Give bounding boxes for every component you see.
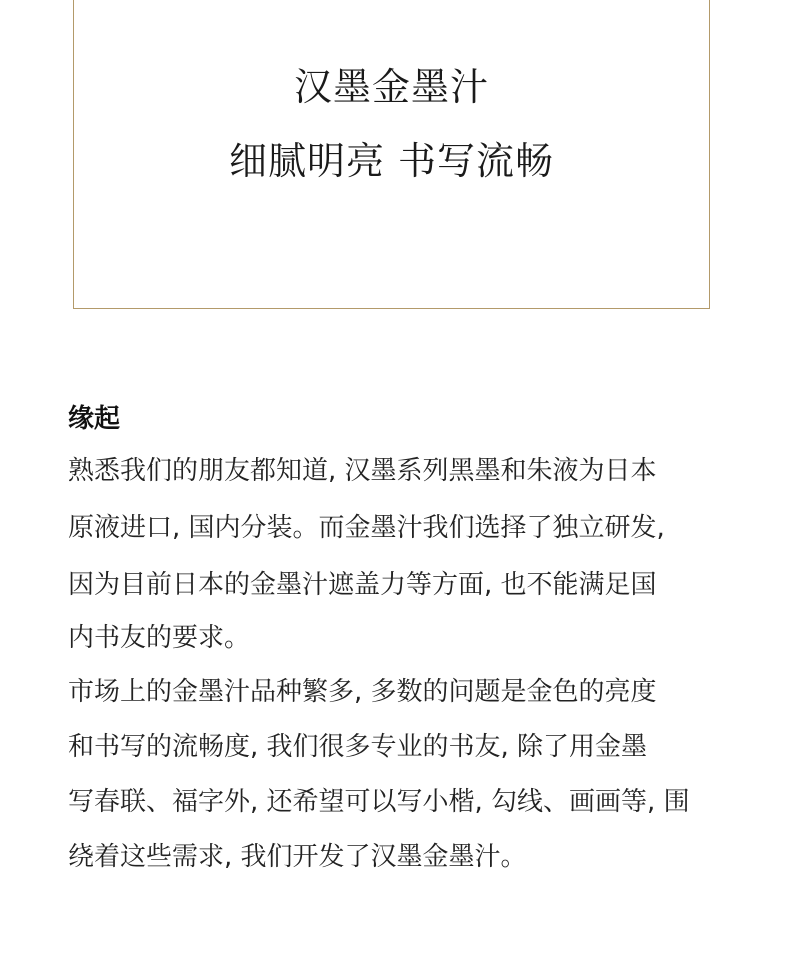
paragraph-line: 熟悉我们的朋友都知道, 汉墨系列黑墨和朱液为日本 — [68, 456, 657, 486]
paragraph-line: 和书写的流畅度, 我们很多专业的书友, 除了用金墨 — [68, 732, 648, 762]
paragraph-line: 绕着这些需求, 我们开发了汉墨金墨汁。 — [68, 842, 527, 872]
section-heading: 缘起 — [68, 404, 121, 434]
title-box — [73, 0, 710, 309]
product-title: 汉墨金墨汁 — [293, 65, 489, 109]
paragraph-line: 因为目前日本的金墨汁遮盖力等方面, 也不能满足国 — [68, 570, 657, 600]
paragraph-line: 市场上的金墨汁品种繁多, 多数的问题是金色的亮度 — [68, 677, 657, 707]
product-tagline: 细腻明亮 书写流畅 — [228, 139, 555, 183]
paragraph-line: 内书友的要求。 — [68, 623, 251, 653]
paragraph-line: 原液进口, 国内分装。而金墨汁我们选择了独立研发, — [68, 513, 665, 543]
paragraph-line: 写春联、福字外, 还希望可以写小楷, 勾线、画画等, 围 — [68, 787, 690, 817]
